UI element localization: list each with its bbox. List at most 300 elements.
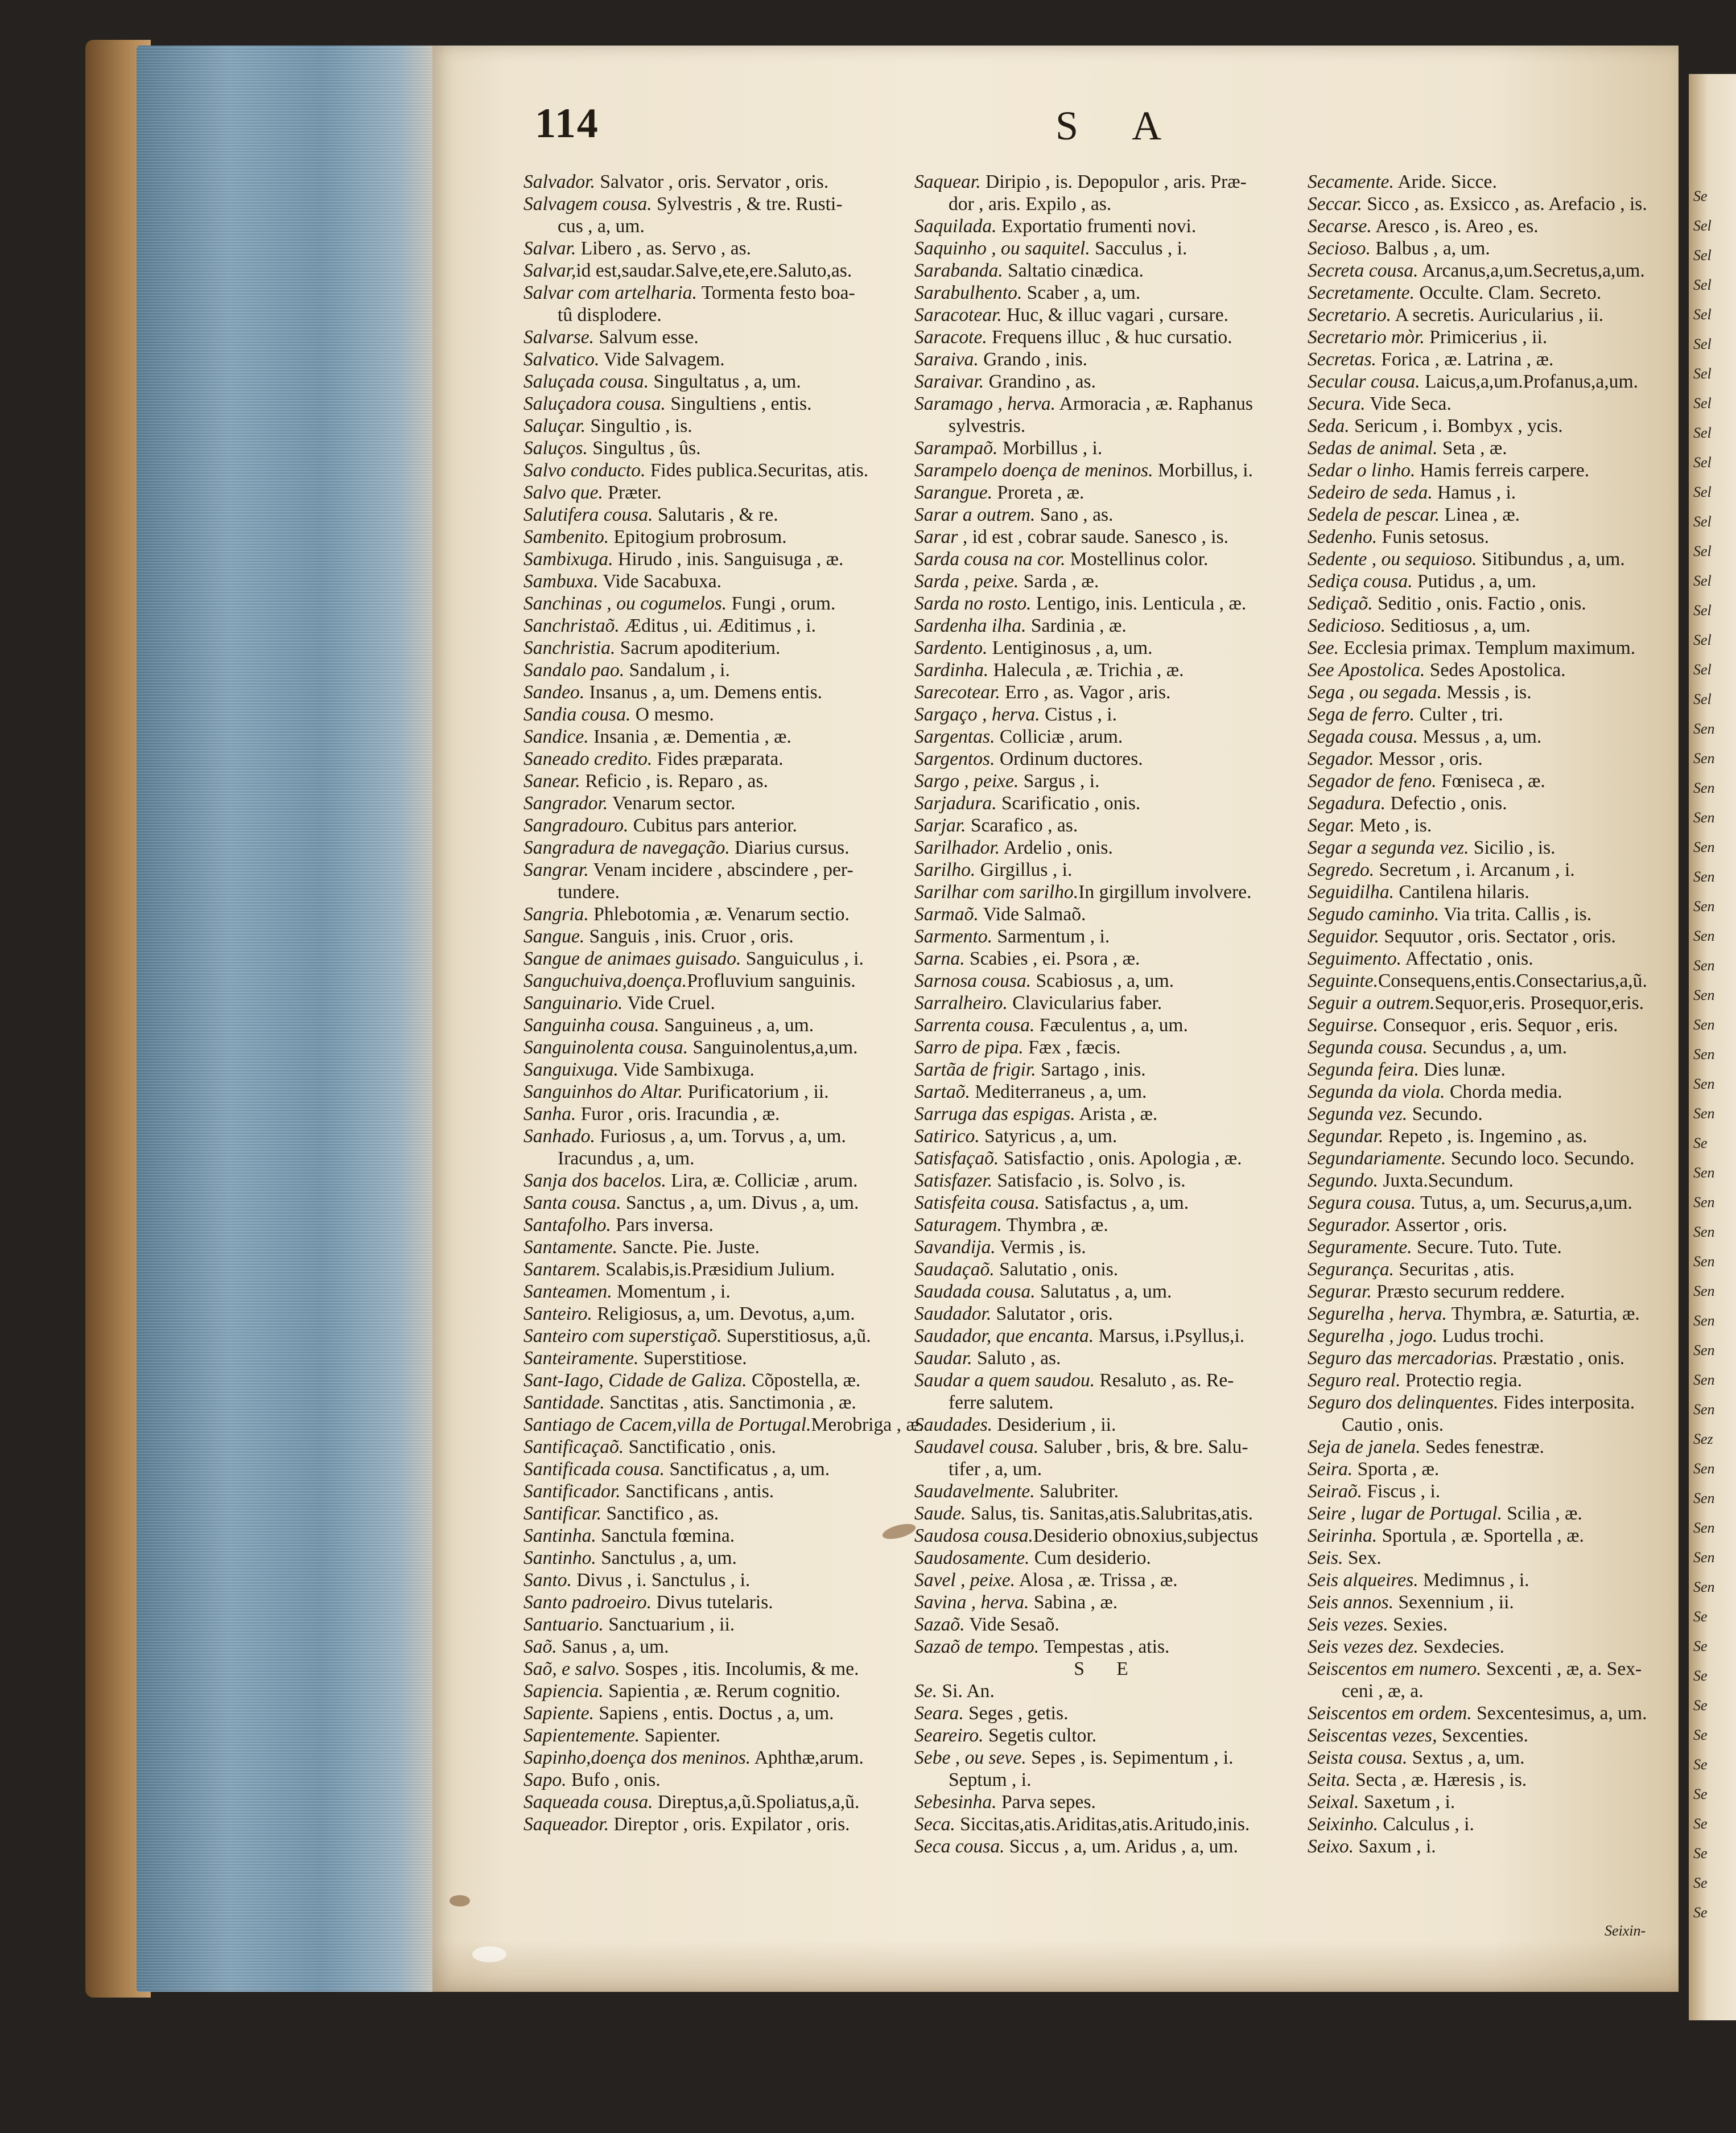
definition: Libero , as. Servo , as. [576,238,752,259]
dictionary-entry [1308,1147,1683,1170]
dictionary-entry [914,1813,1301,1835]
dictionary-entry [914,770,1301,792]
definition: Secundus , a, um. [1427,1037,1568,1058]
definition: Cautio , onis. [1342,1414,1444,1435]
dictionary-entry [523,1147,910,1170]
headword: Sangradura de navegação. [523,837,730,858]
dictionary-entry [1308,193,1683,215]
page-damage-spot [450,1895,470,1906]
headword: Salvar. [523,238,576,259]
facing-page-word-fragment: Sen [1693,1520,1715,1536]
facing-page-word-fragment: Se [1693,1904,1708,1921]
definition: Armoracia , æ. Raphanus [1055,393,1253,414]
definition: Momentum , i. [612,1281,731,1302]
definition: Cõpostella, æ. [747,1370,861,1391]
dictionary-entry [523,970,910,992]
column-left [523,171,924,1835]
dictionary-entry [523,592,910,615]
headword: Segada cousa. [1308,726,1418,747]
facing-page-word-fragment: Se [1693,1756,1708,1773]
headword: Salvo que. [523,482,603,503]
definition: Messus , a, um. [1417,726,1542,747]
dictionary-entry [1308,1347,1683,1369]
dictionary-entry [523,1391,910,1414]
headword: Sartãa de frigir. [914,1059,1036,1080]
definition: Saxetum , i. [1359,1792,1455,1813]
headword: Seis. [1308,1547,1343,1568]
dictionary-entry [523,770,910,792]
definition: Cum desiderio. [1029,1547,1151,1568]
definition: Singultatus , a, um. [649,371,801,392]
headword: Seccar. [1308,193,1363,215]
headword: Segurador. [1308,1214,1391,1236]
facing-page-word-fragment: Sel [1693,602,1712,619]
dictionary-entry [1308,1480,1683,1502]
headword: Seirinha. [1308,1525,1378,1546]
definition: Direptus,a,ũ.Spoliatus,a,ũ. [653,1792,860,1813]
headword: Seira. [1308,1459,1353,1480]
headword: Sedas de animal. [1308,438,1438,459]
headword: Sarilhar com sarilho. [914,882,1079,903]
headword: Seiraõ. [1308,1481,1363,1502]
dictionary-entry [523,681,910,703]
definition: Fides præparata. [652,748,784,769]
definition: Venarum sector. [608,793,736,814]
facing-page-word-fragment: Sen [1693,1460,1715,1477]
headword: Segunda vez. [1308,1103,1408,1125]
headword: Salvar com artelharia. [523,282,697,303]
headword: Sarabanda. [914,260,1003,281]
dictionary-entry [1308,1702,1683,1724]
column-right [1308,171,1683,1858]
headword: Santificador. [523,1481,621,1502]
headword: Saquinho , ou saquitel. [914,238,1090,259]
definition: Phlebotomia , æ. Venarum sectio. [588,904,850,925]
headword: Sambixuga. [523,549,613,570]
headword: Seja de janela. [1308,1436,1421,1457]
dictionary-entry [523,1258,910,1280]
headword: Sebe , ou seve. [914,1747,1026,1768]
dictionary-entry [1308,1680,1683,1702]
headword: Sapiente. [523,1703,595,1724]
headword: Sanear. [523,771,580,792]
definition: Laicus,a,um.Profanus,a,um. [1420,371,1638,392]
dictionary-entry [523,726,910,748]
definition: Siccus , a, um. Aridus , a, um. [1004,1836,1238,1857]
dictionary-entry [914,326,1301,348]
facing-page-word-fragment: Sen [1693,1016,1715,1033]
dictionary-entry [1308,1125,1683,1147]
headword: Segudo caminho. [1308,904,1440,925]
definition: Fiscus , i. [1362,1481,1441,1502]
headword: Santeamen. [523,1281,612,1302]
definition: Siccitas,atis.Ariditas,atis.Aritudo,inis. [955,1814,1250,1835]
dictionary-entry [914,659,1301,681]
dictionary-entry [523,1192,910,1214]
dictionary-entry [1308,948,1683,970]
headword: Seguir a outrem. [1308,993,1435,1014]
definition: Juxta.Secundum. [1378,1170,1514,1191]
facing-page-word-fragment: Se [1693,1875,1708,1891]
facing-page-word-fragment: Sel [1693,691,1712,707]
definition: Reficio , is. Reparo , as. [580,771,768,792]
dictionary-entry [1308,526,1683,548]
facing-page-word-fragment: Sel [1693,336,1712,352]
facing-page-word-fragment: Sel [1693,513,1712,530]
dictionary-entry [1308,1236,1683,1258]
facing-page-word-fragment: Sen [1693,898,1715,915]
definition: Fæx , fæcis. [1023,1037,1121,1058]
headword: Seis alqueires. [1308,1570,1419,1591]
definition: Sarmentum , i. [992,926,1110,947]
headword: Sargaço , herva. [914,704,1040,725]
headword: Seguro dos delinquentes. [1308,1392,1499,1413]
headword: Santeiro com superstiçaõ. [523,1325,722,1346]
facing-page-word-fragment: Sel [1693,247,1712,263]
headword: Sedente , ou sequioso. [1308,549,1477,570]
dictionary-entry [523,1613,910,1636]
dictionary-entry [914,370,1301,393]
headword: Sardento. [914,637,988,658]
dictionary-entry [523,570,910,592]
headword: Santuario. [523,1614,604,1635]
headword: Salutifera cousa. [523,504,653,525]
definition: Salutator , oris. [991,1303,1113,1324]
dictionary-entry [1308,1192,1683,1214]
headword: Salvarse. [523,327,595,348]
headword: Satirico. [914,1126,980,1147]
headword: Sapiencia. [523,1681,604,1702]
definition: ferre salutem. [949,1392,1054,1413]
headword: Seguro real. [1308,1370,1401,1391]
headword: Savel , peixe. [914,1570,1016,1591]
definition: Sexcenties. [1437,1725,1528,1746]
definition: Superstitiosus, a,ũ. [721,1325,871,1346]
dictionary-entry [523,393,910,415]
facing-page-word-fragment: Sen [1693,1253,1715,1270]
definition: Bufo , onis. [566,1769,661,1790]
definition: Desiderio obnoxius,subjectus [1033,1525,1259,1546]
definition: Cantilena hilaris. [1394,882,1529,903]
headword: Sega de ferro. [1308,704,1415,725]
dictionary-entry [914,393,1301,415]
dictionary-entry [523,260,910,282]
headword: Saluçada cousa. [523,371,649,392]
definition: Salus, tis. Sanitas,atis.Salubritas,atis. [966,1503,1253,1524]
definition: Sandalum , i. [624,660,730,681]
dictionary-entry [914,637,1301,659]
dictionary-entry [914,459,1301,481]
headword: Sangue. [523,926,585,947]
definition: Septum , i. [949,1769,1032,1790]
dictionary-entry [523,193,910,215]
dictionary-entry [523,1502,910,1525]
dictionary-entry [914,1591,1301,1613]
dictionary-entry [914,1414,1301,1436]
headword: Satisfaçaõ. [914,1148,999,1169]
headword: Saudador. [914,1303,992,1324]
definition: Vide Sambixuga. [618,1059,754,1080]
definition: Messis , is. [1441,682,1532,703]
dictionary-entry [914,1436,1301,1458]
definition: Fæculentus , a, um. [1034,1015,1188,1036]
definition: Grando , inis. [978,349,1088,370]
headword: Segurança. [1308,1259,1395,1280]
dictionary-entry [523,1414,924,1436]
headword: Sarilho. [914,859,976,880]
definition: Marsus, i.Psyllus,i. [1094,1325,1245,1346]
definition: Sepes , is. Sepimentum , i. [1026,1747,1234,1768]
definition: Sportula , æ. Sportella , æ. [1377,1525,1584,1546]
dictionary-entry [523,1347,910,1369]
facing-page-word-fragment: Sel [1693,484,1712,500]
definition: Saluber , bris, & bre. Salu- [1038,1436,1248,1457]
headword: Sanhado. [523,1126,595,1147]
dictionary-entry [523,1680,910,1702]
dictionary-entry [914,1502,1301,1525]
facing-page-word-fragment: Sel [1693,395,1712,411]
definition: Sapientia , æ. Rerum cognitio. [603,1681,840,1702]
dictionary-entry [1308,1059,1683,1081]
dictionary-entry [914,481,1301,504]
headword: Seguinte. [1308,970,1379,991]
headword: Segunda da viola. [1308,1081,1445,1102]
headword: Seguro das mercadorias. [1308,1348,1498,1369]
definition: Sardinia , æ. [1026,615,1127,636]
dictionary-entry [523,237,910,260]
dictionary-entry [523,1303,910,1325]
dictionary-entry [914,237,1301,260]
headword: Saracote. [914,327,987,348]
headword: Segar. [1308,815,1355,836]
headword: Saqueador. [523,1814,609,1835]
definition: Arista , æ. [1075,1103,1158,1125]
definition: Tempestas , atis. [1039,1636,1170,1657]
definition: Sexies. [1388,1614,1448,1635]
headword: Saudosa cousa. [914,1525,1033,1546]
definition: Sanctula fœmina. [596,1525,735,1546]
dictionary-entry [1308,1458,1683,1480]
headword: Sangria. [523,904,589,925]
headword: Sazaõ. [914,1614,965,1635]
dictionary-entry [523,1569,910,1591]
dictionary-entry [523,615,910,637]
dictionary-entry [523,1059,910,1081]
headword: Secioso. [1308,238,1371,259]
facing-page-word-fragment: Sen [1693,868,1715,885]
headword: Sarda no rosto. [914,593,1032,614]
definition: S E [1074,1658,1142,1679]
page-number: 114 [535,100,599,147]
dictionary-entry [1308,1769,1683,1791]
dictionary-entry [1308,1436,1683,1458]
dictionary-entry [1308,304,1683,326]
facing-page-word-fragment: Sen [1693,1372,1715,1388]
headword: Sandeo. [523,682,585,703]
definition: Æditus , ui. Æditimus , i. [619,615,816,636]
dictionary-entry [914,1636,1301,1658]
definition: Sanctitas , atis. Sanctimonia , æ. [604,1392,856,1413]
headword: Sanguinha cousa. [523,1015,659,1036]
dictionary-entry [523,282,910,304]
dictionary-entry [914,1769,1301,1791]
headword: Secarse. [1308,216,1372,237]
definition: Aphthæ,arum. [751,1747,864,1768]
headword: Secretario. [1308,304,1392,326]
dictionary-entry [523,792,910,814]
dictionary-entry [523,859,910,881]
headword: Santa cousa. [523,1192,621,1213]
facing-page-word-fragment: Se [1693,1697,1708,1714]
dictionary-entry [1308,1569,1683,1591]
definition: Sedes fenestræ. [1420,1436,1544,1457]
headword: Secretario mòr. [1308,327,1425,348]
definition: ceni , æ, a. [1342,1681,1424,1702]
headword: Saquear. [914,171,981,192]
headword: Saudosamente. [914,1547,1030,1568]
dictionary-entry [1308,1591,1683,1613]
headword: Salvar, [523,260,576,281]
dictionary-entry [523,1236,910,1258]
dictionary-entry [523,814,910,837]
definition: Tormenta festo boa- [696,282,855,303]
headword: Sardinha. [914,660,989,681]
headword: Sanja dos bacelos. [523,1170,666,1191]
headword: Salvatico. [523,349,600,370]
dictionary-entry [914,1303,1301,1325]
dictionary-entry [523,748,910,770]
dictionary-entry [914,925,1301,948]
dictionary-entry [1308,215,1683,237]
dictionary-entry [1308,992,1683,1014]
dictionary-entry [914,970,1301,992]
headword: Saraiva. [914,349,979,370]
facing-page-word-fragment: Sel [1693,543,1712,559]
facing-page-word-fragment: Sen [1693,1579,1715,1595]
dictionary-entry [914,1724,1301,1747]
definition: Salvum esse. [594,327,699,348]
dictionary-entry [1308,1791,1683,1813]
dictionary-entry [914,1103,1301,1125]
dictionary-entry [914,1347,1301,1369]
dictionary-entry [1308,570,1683,592]
dictionary-entry [1308,1303,1683,1325]
dictionary-entry [914,1081,1301,1103]
dictionary-entry [523,1591,910,1613]
headword: Sargo , peixe. [914,771,1019,792]
definition: Balbus , a, um. [1370,238,1490,259]
facing-page-word-fragment: Sen [1693,839,1715,855]
headword: Sanguinhos do Altar. [523,1081,683,1102]
definition: Sanctuarium , ii. [603,1614,735,1635]
definition: Scabiosus , a, um. [1031,970,1174,991]
dictionary-entry [523,1369,910,1391]
dictionary-entry [1308,1103,1683,1125]
dictionary-entry [1308,592,1683,615]
headword: Satisfazer. [914,1170,993,1191]
dictionary-entry [1308,282,1683,304]
definition: Saltatio cinædica. [1003,260,1144,281]
headword: Segador de feno. [1308,771,1437,792]
headword: Sarjadura. [914,793,997,814]
headword: Santafolho. [523,1214,611,1236]
definition: Sapienter. [640,1725,720,1746]
definition: Scilia , æ. [1502,1503,1582,1524]
dictionary-entry [1308,970,1683,992]
definition: Parva sepes. [996,1792,1096,1813]
definition: Sanguis , inis. Cruor , oris. [584,926,794,947]
definition: Sanus , a, um. [556,1636,669,1657]
dictionary-entry [1308,659,1683,681]
headword: Sangrador. [523,793,608,814]
headword: Seis vezes. [1308,1614,1388,1635]
definition: Vide Salmaõ. [978,904,1086,925]
headword: Sandia cousa. [523,704,631,725]
headword: Sangrar. [523,859,589,880]
definition: Ordinum ductores. [995,748,1143,769]
dictionary-entry [523,1769,910,1791]
headword: Sardenha ilha. [914,615,1026,636]
headword: Segura cousa. [1308,1192,1416,1213]
definition: Sylvestris , & tre. Rusti- [651,193,843,215]
definition: Secretum , i. Arcanum , i. [1374,859,1575,880]
headword: Sarda cousa na cor. [914,549,1066,570]
definition: Furor , oris. Iracundia , æ. [576,1103,780,1125]
dictionary-entry [914,348,1301,370]
definition: Sanguineus , a, um. [659,1015,814,1036]
headword: Seista cousa. [1308,1747,1408,1768]
dictionary-entry [914,1680,1301,1702]
headword: Sarabulhento. [914,282,1022,303]
headword: Segundar. [1308,1126,1384,1147]
dictionary-entry [523,1747,910,1769]
definition: Calculus , i. [1378,1814,1474,1835]
definition: Via trita. Callis , is. [1439,904,1592,925]
dictionary-entry [914,504,1301,526]
dictionary-entry [1308,415,1683,437]
definition: Sanctifico , as. [601,1503,719,1524]
facing-page-word-fragment: Sen [1693,750,1715,767]
definition: Fœnisecа , æ. [1436,771,1545,792]
dictionary-entry [523,1436,910,1458]
dictionary-entry [1308,459,1683,481]
dictionary-entry [1308,348,1683,370]
headword: Santarem. [523,1259,601,1280]
definition: dor , aris. Expilo , as. [949,193,1112,215]
definition: id est , cobrar saude. Sanesco , is. [967,526,1229,547]
dictionary-entry [914,437,1301,459]
definition: Sitibundus , a, um. [1477,549,1625,570]
facing-page-word-fragment: Sel [1693,661,1712,678]
headword: Seiscentos em ordem. [1308,1703,1472,1724]
dictionary-entry [914,615,1301,637]
headword: Saudaçaõ. [914,1259,995,1280]
dictionary-entry [523,1170,910,1192]
dictionary-entry [914,1192,1301,1214]
definition: Hamus , i. [1432,482,1516,503]
definition: Purificatorium , ii. [683,1081,829,1102]
dictionary-entry [1308,703,1683,726]
headword: Santinha. [523,1525,596,1546]
facing-page-word-fragment: Sen [1693,809,1715,826]
definition: Iracundus , a, um. [558,1148,695,1169]
headword: Seixinho. [1308,1814,1379,1835]
facing-page-word-fragment: Sez [1693,1431,1713,1447]
dictionary-entry [523,437,910,459]
definition: Religiosus, a, um. Devotus, a,um. [592,1303,855,1324]
headword: Salvagem cousa. [523,193,652,215]
definition: Aride. Sicce. [1393,171,1497,192]
